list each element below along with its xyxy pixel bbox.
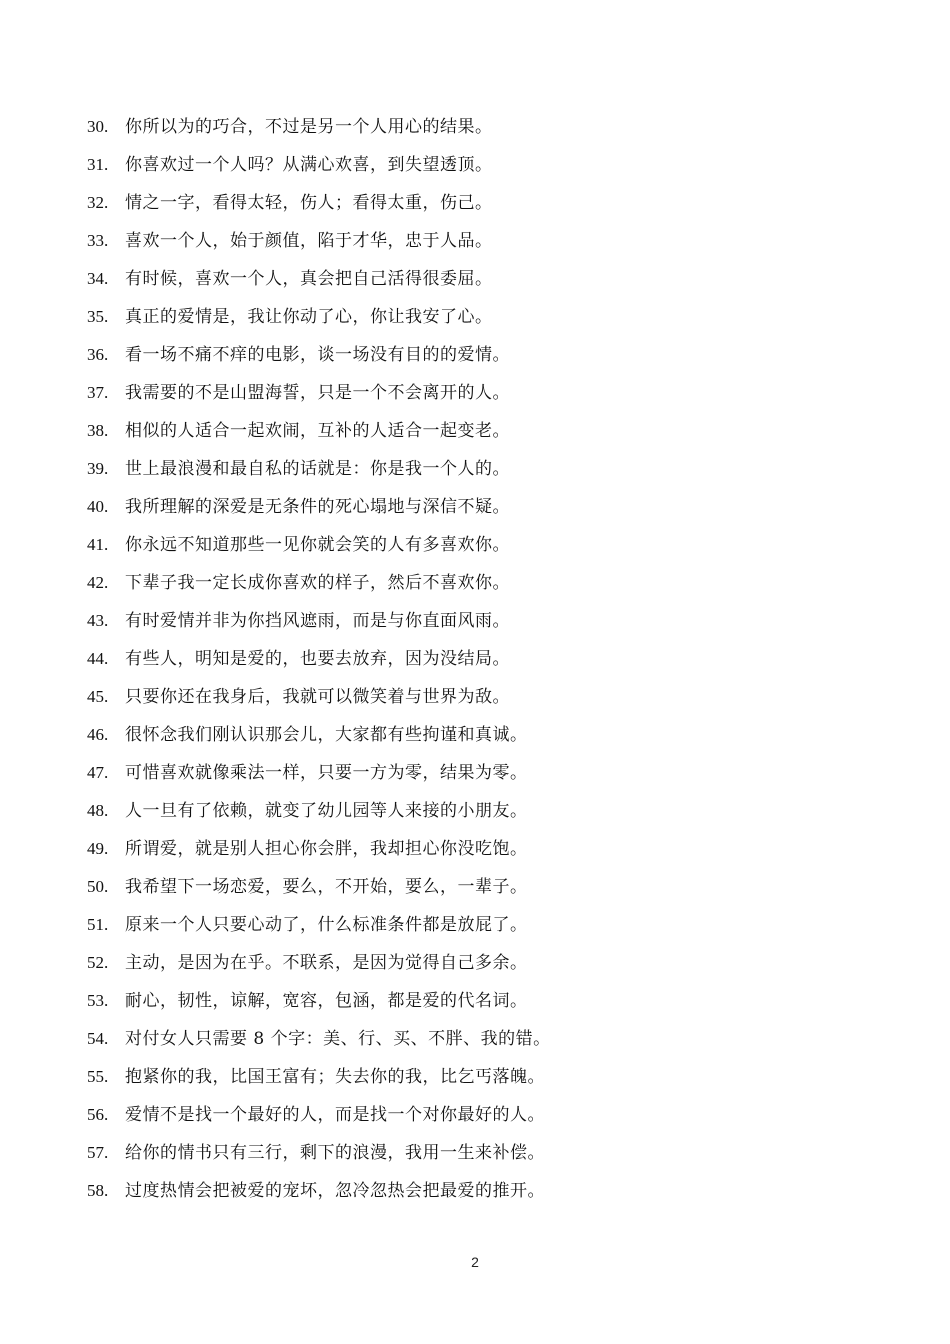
- item-number: 36.: [87, 345, 109, 364]
- item-text: 真正的爱情是，我让你动了心，你让我安了心。: [125, 307, 493, 327]
- item-text: 下辈子我一定长成你喜欢的样子，然后不喜欢你。: [125, 573, 510, 593]
- item-text: 有时候，喜欢一个人，真会把自己活得很委屈。: [125, 269, 493, 289]
- list-item: [87, 1065, 551, 1103]
- item-number: 43.: [87, 611, 109, 630]
- item-number: 38.: [87, 421, 109, 440]
- list-item: [87, 457, 551, 495]
- item-number: 44.: [87, 649, 109, 668]
- list-item: [87, 609, 551, 647]
- item-number: 51.: [87, 915, 109, 934]
- item-text: 给你的情书只有三行，剩下的浪漫，我用一生来补偿。: [125, 1143, 545, 1163]
- item-number: 46.: [87, 725, 109, 744]
- page-number: 2: [471, 1254, 479, 1270]
- item-number: 47.: [87, 763, 109, 782]
- item-number: 50.: [87, 877, 109, 896]
- list-item: [87, 951, 551, 989]
- item-text: 耐心，韧性，谅解，宽容，包涵，都是爱的代名词。: [125, 991, 528, 1011]
- item-number: 45.: [87, 687, 109, 706]
- item-number: 35.: [87, 307, 109, 326]
- item-text: 人一旦有了依赖，就变了幼儿园等人来接的小朋友。: [125, 801, 528, 821]
- list-item: [87, 723, 551, 761]
- list-item: [87, 381, 551, 419]
- item-number: 54.: [87, 1029, 109, 1048]
- item-text: 对付女人只需要 8 个字：美、行、买、不胖、我的错。: [125, 1029, 551, 1049]
- list-item: [87, 913, 551, 951]
- item-text: 我所理解的深爱是无条件的死心塌地与深信不疑。: [125, 497, 510, 517]
- item-text: 世上最浪漫和最自私的话就是：你是我一个人的。: [125, 459, 510, 479]
- list-item: [87, 1103, 551, 1141]
- item-text: 主动，是因为在乎。不联系，是因为觉得自己多余。: [125, 953, 528, 973]
- item-number: 34.: [87, 269, 109, 288]
- list-item: [87, 495, 551, 533]
- list-item: [87, 647, 551, 685]
- item-number: 55.: [87, 1067, 109, 1086]
- list-item: [87, 685, 551, 723]
- item-number: 58.: [87, 1181, 109, 1200]
- item-number: 40.: [87, 497, 109, 516]
- list-item: [87, 989, 551, 1027]
- list-item: [87, 571, 551, 609]
- item-text: 你永远不知道那些一见你就会笑的人有多喜欢你。: [125, 535, 510, 555]
- item-text: 你喜欢过一个人吗？从满心欢喜，到失望透顶。: [125, 155, 493, 175]
- item-text: 可惜喜欢就像乘法一样，只要一方为零，结果为零。: [125, 763, 528, 783]
- item-text: 你所以为的巧合，不过是另一个人用心的结果。: [125, 117, 493, 137]
- list-item: [87, 115, 551, 153]
- list-item: [87, 153, 551, 191]
- item-number: 33.: [87, 231, 109, 250]
- list-item: [87, 1027, 551, 1065]
- item-number: 32.: [87, 193, 109, 212]
- list-item: [87, 191, 551, 229]
- item-text: 只要你还在我身后，我就可以微笑着与世界为敌。: [125, 687, 510, 707]
- list-item: [87, 305, 551, 343]
- list-item: [87, 1141, 551, 1179]
- list-item: [87, 343, 551, 381]
- item-text: 抱紧你的我，比国王富有；失去你的我，比乞丐落魄。: [125, 1067, 545, 1087]
- item-number: 39.: [87, 459, 109, 478]
- item-number: 52.: [87, 953, 109, 972]
- item-number: 48.: [87, 801, 109, 820]
- item-text: 看一场不痛不痒的电影，谈一场没有目的的爱情。: [125, 345, 510, 365]
- item-text: 喜欢一个人，始于颜值，陷于才华，忠于人品。: [125, 231, 493, 251]
- item-number: 53.: [87, 991, 109, 1010]
- list-item: [87, 1179, 551, 1217]
- item-number: 31.: [87, 155, 109, 174]
- item-number: 30.: [87, 117, 109, 136]
- list-item: [87, 419, 551, 457]
- quote-list: [87, 115, 551, 1217]
- item-text: 爱情不是找一个最好的人，而是找一个对你最好的人。: [125, 1105, 545, 1125]
- list-item: [87, 229, 551, 267]
- item-text: 有时爱情并非为你挡风遮雨，而是与你直面风雨。: [125, 611, 510, 631]
- item-text: 相似的人适合一起欢闹，互补的人适合一起变老。: [125, 421, 510, 441]
- item-number: 49.: [87, 839, 109, 858]
- list-item: [87, 533, 551, 571]
- item-number: 41.: [87, 535, 109, 554]
- list-item: [87, 761, 551, 799]
- item-text: 情之一字，看得太轻，伤人；看得太重，伤己。: [125, 193, 493, 213]
- item-text: 很怀念我们刚认识那会儿，大家都有些拘谨和真诚。: [125, 725, 528, 745]
- item-text: 原来一个人只要心动了，什么标准条件都是放屁了。: [125, 915, 528, 935]
- list-item: [87, 837, 551, 875]
- list-item: [87, 799, 551, 837]
- item-text: 过度热情会把被爱的宠坏，忽冷忽热会把最爱的推开。: [125, 1181, 545, 1201]
- item-number: 37.: [87, 383, 109, 402]
- list-item: [87, 875, 551, 913]
- item-text: 我需要的不是山盟海誓，只是一个不会离开的人。: [125, 383, 510, 403]
- item-text: 我希望下一场恋爱，要么，不开始，要么，一辈子。: [125, 877, 528, 897]
- list-item: [87, 267, 551, 305]
- item-text: 有些人，明知是爱的，也要去放弃，因为没结局。: [125, 649, 510, 669]
- item-number: 57.: [87, 1143, 109, 1162]
- item-number: 42.: [87, 573, 109, 592]
- item-text: 所谓爱，就是别人担心你会胖，我却担心你没吃饱。: [125, 839, 528, 859]
- item-number: 56.: [87, 1105, 109, 1124]
